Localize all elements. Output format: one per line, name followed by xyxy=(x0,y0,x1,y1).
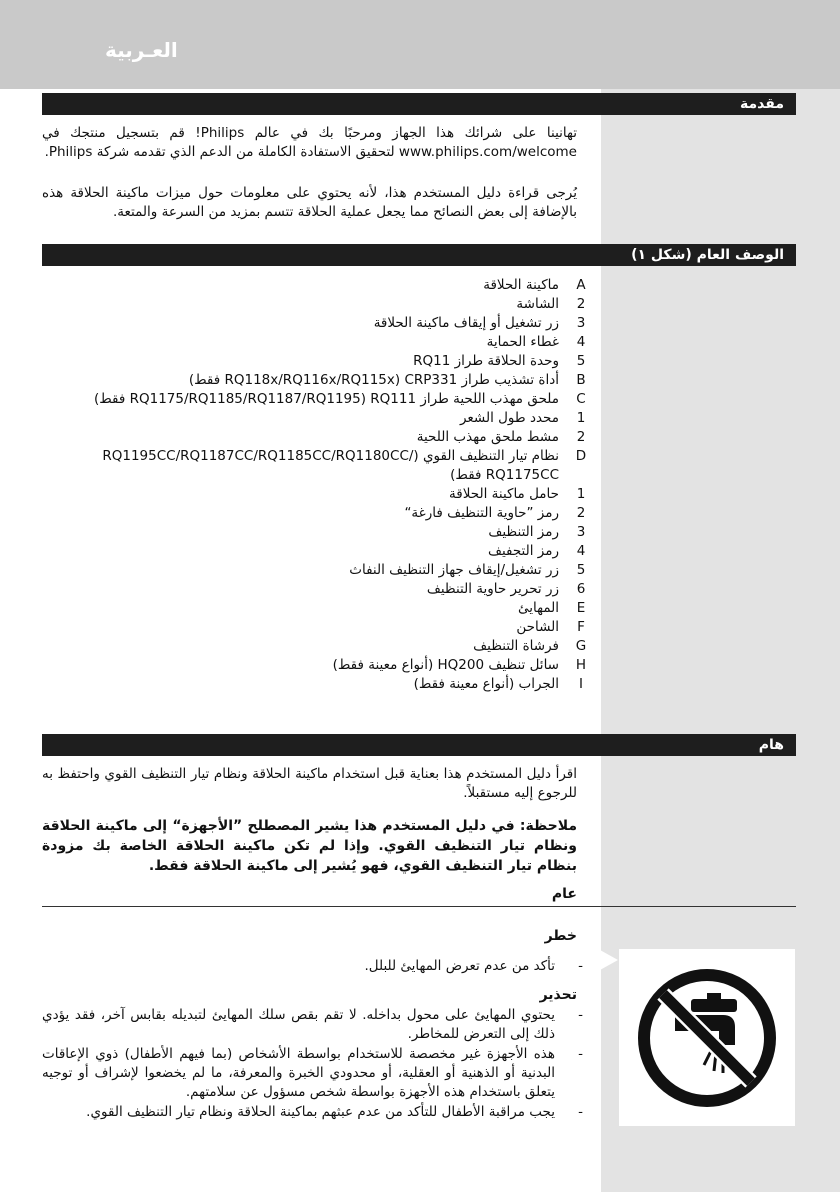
no-water-tap-icon xyxy=(619,949,795,1126)
danger-list xyxy=(42,957,589,977)
list-item: 1 حامل ماكينة الحلاقة xyxy=(449,486,586,502)
warning-list xyxy=(42,1006,589,1123)
list-item: 2 الشاشة xyxy=(516,296,586,312)
pictogram-box xyxy=(619,949,795,1126)
list-item: 4 رمز التجفيف xyxy=(487,543,586,559)
list-item: F الشاحن xyxy=(516,619,585,635)
language-title: العـربية xyxy=(105,38,178,62)
list-item: G فرشاة التنظيف xyxy=(473,638,587,654)
list-item: I الجراب (أنواع معينة فقط) xyxy=(413,676,583,692)
list-item: - يحتوي المهايئ على محول بداخله. لا تقم بقص سلك المهايئ لتبديله بقابس آخر، فقد يؤدي ذلك إلى التعرض للمخاطر. xyxy=(42,1007,583,1042)
list-item: 2 مشط ملحق مهذب اللحية xyxy=(416,429,586,445)
list-item: - يجب مراقبة الأطفال للتأكد من عدم عبثهم بماكينة الحلاقة ونظام تيار التنظيف القوي. xyxy=(86,1104,583,1120)
callout-pointer xyxy=(600,950,618,970)
list-item: 2 رمز ”حاوية التنظيف فارغة“ xyxy=(404,505,586,521)
important-paragraph: اقرأ دليل المستخدم هذا بعناية قبل استخدام ماكينة الحلاقة ونظام تيار التنظيف القوي واحتفظ به للرجوع إليه مستقبلاً. xyxy=(42,766,577,801)
list-item: A ماكينة الحلاقة xyxy=(483,277,586,293)
section-divider xyxy=(42,906,796,907)
danger-heading: خطر xyxy=(544,928,577,944)
list-item: H سائل تنظيف HQ200 (أنواع معينة فقط) xyxy=(332,657,587,673)
list-item: C ملحق مهذب اللحية طراز RQ111 (RQ1175/RQ1185/RQ1187/RQ1195 فقط) xyxy=(93,391,586,407)
intro-paragraph-1: تهانينا على شرائك هذا الجهاز ومرحبًا بك في عالم Philips! قم بتسجيل منتجك في www.philips.com/welcome لتحقيق الاستفادة الكاملة من الدعم الذي تقدمه شركة Philips. xyxy=(42,125,577,160)
list-item: D نظام تيار التنظيف القوي (/RQ1195CC/RQ1187CC/RQ1185CC/RQ1180CC RQ1175CC فقط) xyxy=(102,448,587,483)
section-bar-general-description: الوصف العام (شكل ١) xyxy=(42,244,796,266)
important-note: ملاحظة: في دليل المستخدم هذا يشير المصطلح ”الأجهزة“ إلى ماكينة الحلاقة ونظام تيار التنظيف القوي. وإذا لم تكن ماكينة الحلاقة الخاصة بك مزودة بنظام تيار التنظيف القوي، فهو يُشير إلى ماكينة الحلاقة فقط. xyxy=(42,818,577,874)
list-item: 1 محدد طول الشعر xyxy=(459,410,586,426)
list-item: B أداة تشذيب طراز CRP331 (RQ118x/RQ116x/RQ115x فقط) xyxy=(188,372,586,388)
list-item: 5 وحدة الحلاقة طراز RQ11 xyxy=(413,353,586,369)
list-item: 4 غطاء الحماية xyxy=(486,334,586,350)
list-item: - تأكد من عدم تعرض المهايئ للبلل. xyxy=(364,958,583,974)
section-bar-introduction: مقدمة xyxy=(42,93,796,115)
page-header xyxy=(0,0,840,89)
list-item: E المهايئ xyxy=(517,600,586,616)
list-item: 3 زر تشغيل أو إيقاف ماكينة الحلاقة xyxy=(373,315,586,331)
list-item: 3 رمز التنظيف xyxy=(488,524,586,540)
general-heading: عام xyxy=(551,886,577,902)
list-item: 6 زر تحرير حاوية التنظيف xyxy=(426,581,586,597)
warning-heading: تحذير xyxy=(539,987,577,1003)
list-item: - هذه الأجهزة غير مخصصة للاستخدام بواسطة الأشخاص (بما فيهم الأطفال) ذوي الإعاقات البدنية أو الذهنية أو العقلية، أو محدودي الخبرة والمعرفة، ما لم يخضعوا لإشراف أو توجيه يتعلق باستخدام هذه الأجهزة بواسطة شخص مسؤول عن سلامتهم. xyxy=(42,1046,583,1100)
section-bar-important: هام xyxy=(42,734,796,756)
list-item: 5 زر تشغيل/إيقاف جهاز التنظيف النفاث xyxy=(349,562,586,578)
intro-paragraph-2: يُرجى قراءة دليل المستخدم هذا، لأنه يحتوي على معلومات حول ميزات ماكينة الحلاقة هذه بالإضافة إلى بعض النصائح مما يجعل عملية الحلاقة تتسم بمزيد من السرعة والمتعة. xyxy=(42,185,577,220)
general-description-list xyxy=(42,276,589,694)
